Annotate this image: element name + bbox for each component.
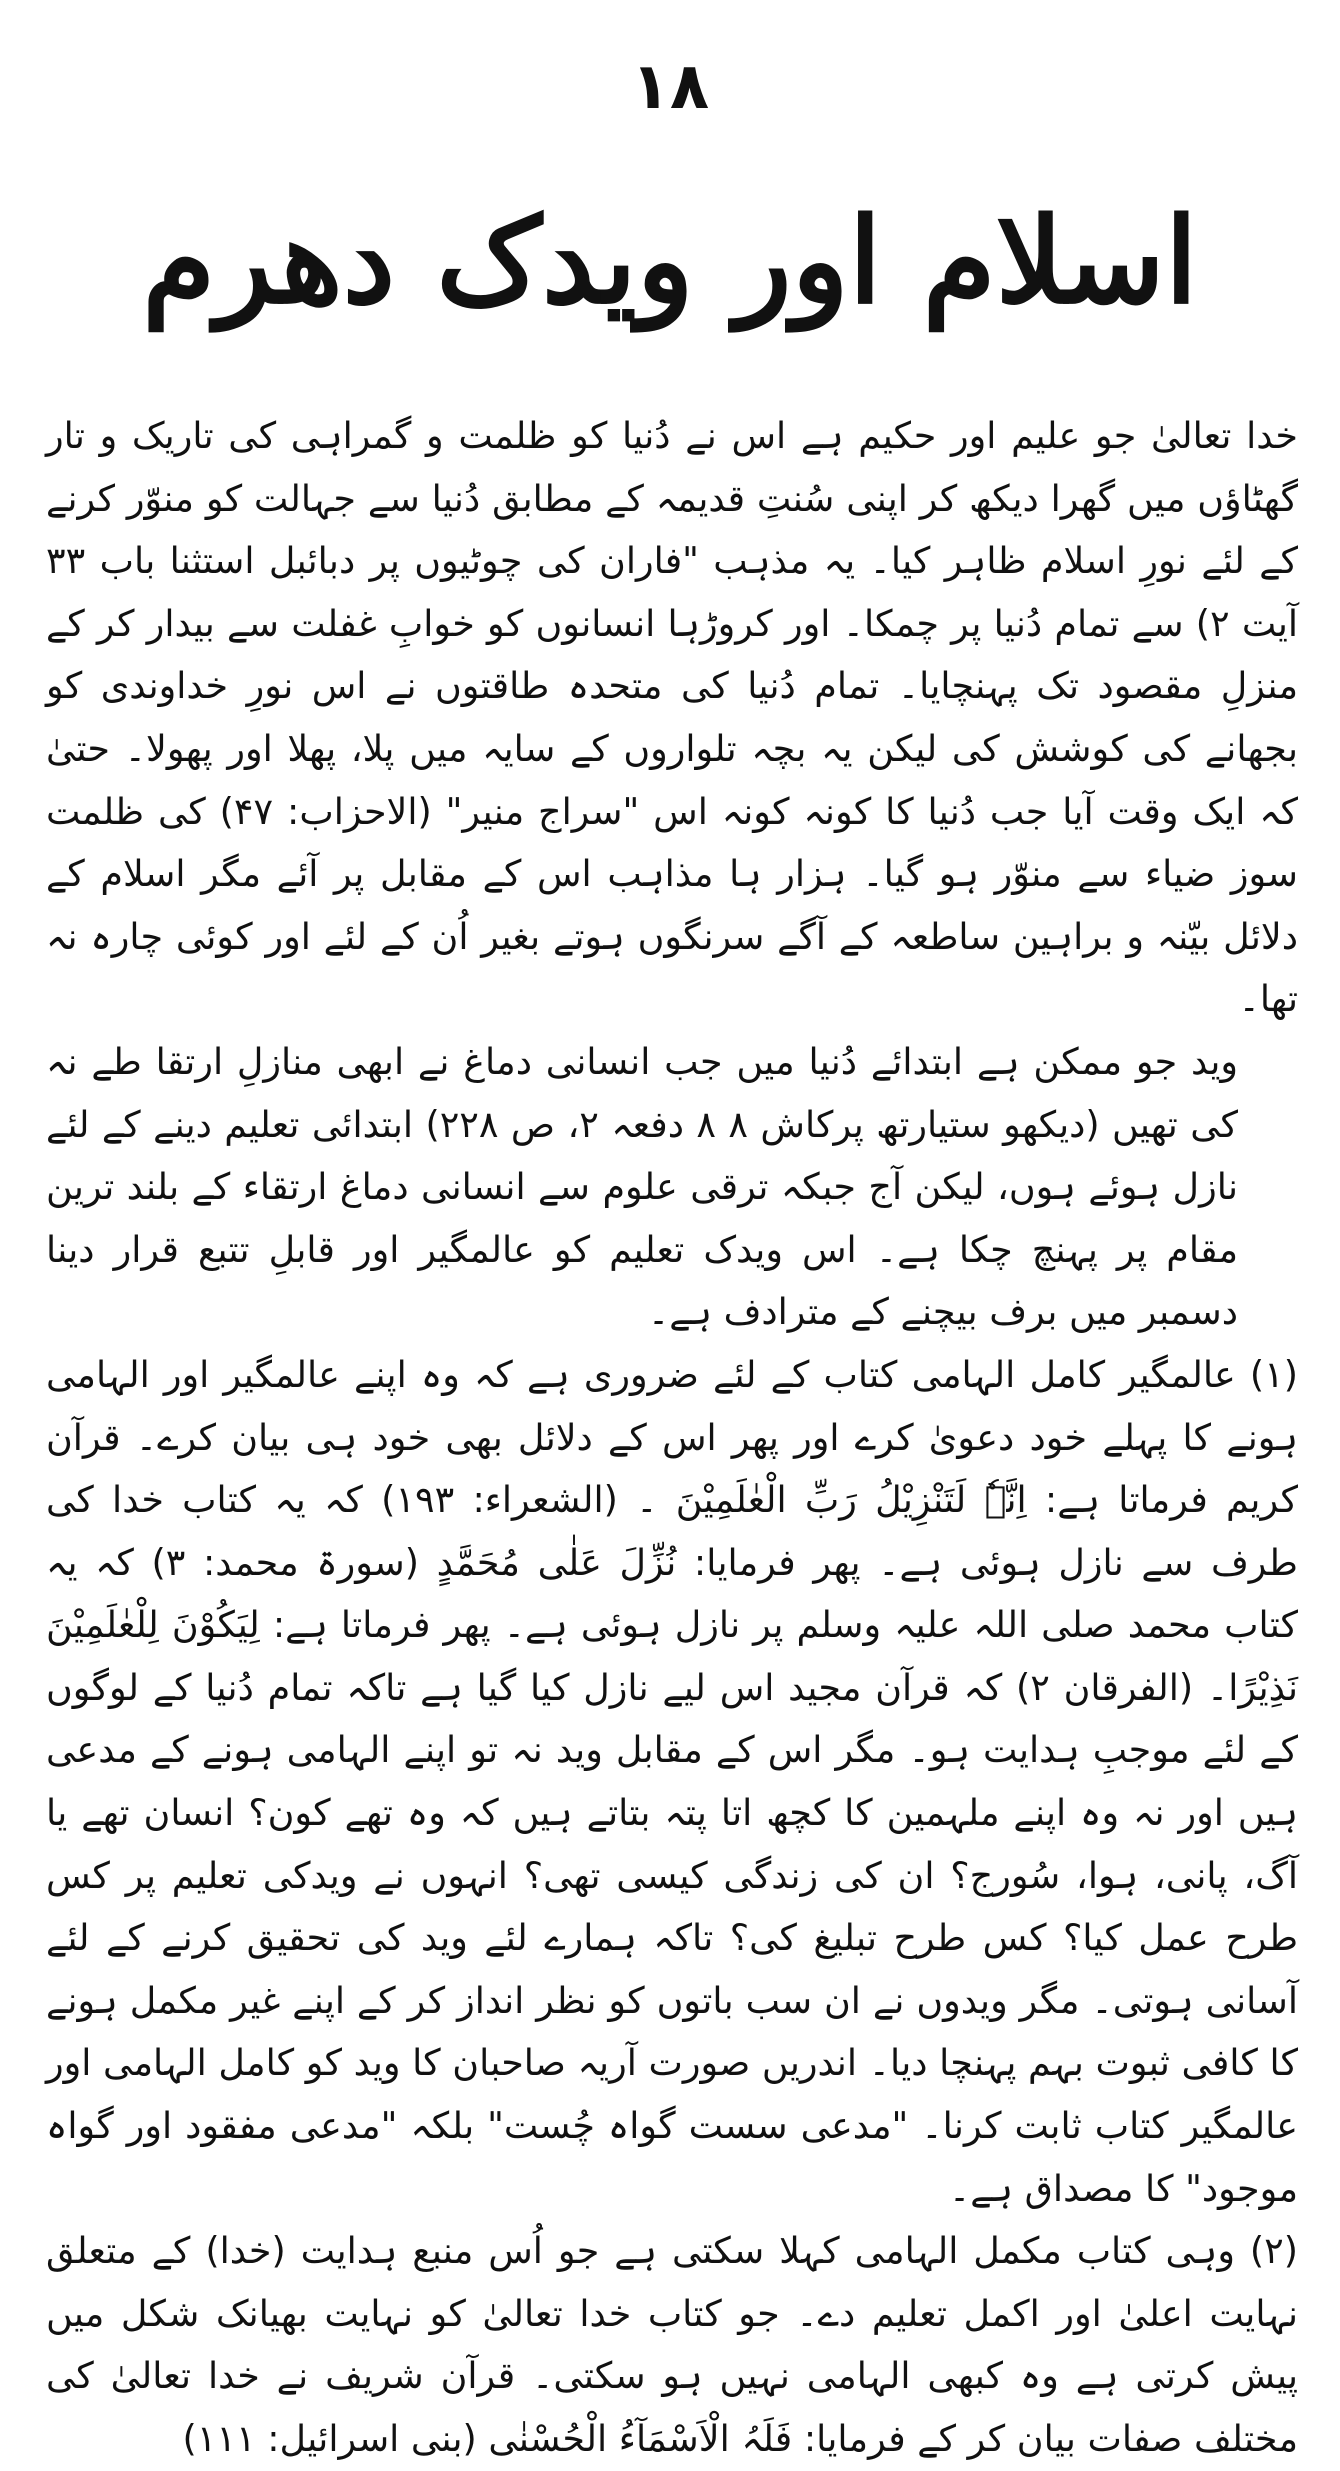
paragraph-point-1: (۱) عالمگیر کامل الہامی کتاب کے لئے ضروری ہے کہ وہ اپنے عالمگیر اور الہامی ہونے کا پہلے خود دعویٰ کرے اور پھر اس کے دلائل بھی خود ہی بیان کرے۔ قرآن کریم فرماتا ہے: اِنَّہٗ لَتَنْزِیْلُ رَبِّ الْعٰلَمِیْنَ ۔ (الشعراء: ۱۹۳) کہ یہ کتاب خدا کی طرف سے نازل ہوئی ہے۔ پھر فرمایا: نُزِّلَ عَلٰی مُحَمَّدٍ (سورۃ محمد: ۳) کہ یہ کتاب محمد صلی اللہ علیہ وسلم پر نازل ہوئی ہے۔ پھر فرماتا ہے: لِیَکُوْنَ لِلْعٰلَمِیْنَ نَذِیْرًا۔ (الفرقان ۲) کہ قرآن مجید اس لیے نازل کیا گیا ہے تاکہ تمام دُنیا کے لوگوں کے لئے موجبِ ہدایت ہو۔ مگر اس کے مقابل وید نہ تو اپنے الہامی ہونے کے مدعی ہیں اور نہ وہ اپنے ملہمین کا کچھ اتا پتہ بتاتے ہیں کہ وہ تھے کون؟ انسان تھے یا آگ، پانی، ہوا، سُورج؟ ان کی زندگی کیسی تھی؟ انہوں نے ویدکی تعلیم پر کس طرح عمل کیا؟ کس طرح تبلیغ کی؟ تاکہ ہمارے لئے وید کی تحقیق کرنے کے لئے آسانی ہوتی۔ مگر ویدوں نے ان سب باتوں کو نظر انداز کر کے اپنے غیر مکمل ہونے کا کافی ثبوت بہم پہنچا دیا۔ اندریں صورت آریہ صاحبان کا وید کو کامل الہامی اور عالمگیر کتاب ثابت کرنا۔ "مدعی سست گواہ چُست" بلکہ "مدعی مفقود اور گواہ موجود" کا مصداق ہے۔ [46,1352,1299,2210]
paragraph-intro: خدا تعالیٰ جو علیم اور حکیم ہے اس نے دُنیا کو ظلمت و گمراہی کی تاریک و تار گھٹاؤں میں گھرا دیکھ کر اپنی سُنتِ قدیمہ کے مطابق دُنیا سے جہالت کو منوّر کرنے کے لئے نورِ اسلام ظاہر کیا۔ یہ مذہب "فاران کی چوٹیوں پر دبائبل استثنا باب ۳۳ آیت ۲) سے تمام دُنیا پر چمکا۔ اور کروڑہا انسانوں کو خوابِ غفلت سے بیدار کر کے منزلِ مقصود تک پہنچایا۔ تمام دُنیا کی متحدہ طاقتوں نے اس نورِ خداوندی کو بجھانے کی کوشش کی لیکن یہ بچہ تلواروں کے سایہ میں پلا، پھلا اور پھولا۔ حتیٰ کہ ایک وقت آیا جب دُنیا کا کونہ کونہ اس "سراج منیر" (الاحزاب: ۴۷) کی ظلمت سوز ضیاء سے منوّر ہو گیا۔ ہزار ہا مذاہب اس کے مقابل پر آئے مگر اسلام کے دلائل بیّنہ و براہین ساطعہ کے آگے سرنگوں ہوتے بغیر اُن کے لئے اور کوئی چارہ نہ تھا۔ [46,414,1298,1021]
chapter-title: اسلام اور ویدک دھرم [142,191,1198,330]
page-number: ١٨ [630,50,710,124]
paragraph-vedas: وید جو ممکن ہے ابتدائے دُنیا میں جب انسانی دماغ نے ابھی منازلِ ارتقا طے نہ کی تھیں (دیکھو ستیارتھ پرکاش ۸ ۸ دفعہ ۲، ص ۲۲۸) ابتدائی تعلیم دینے کے لئے نازل ہوئے ہوں، لیکن آج جبکہ ترقی علوم سے انسانی دماغ ارتقاء کے بلند ترین مقام پر پہنچ چکا ہے۔ اس ویدک تعلیم کو عالمگیر اور قابلِ تتبع قرار دینا دسمبر میں برف بیچنے کے مترادف ہے۔ [46,1039,1238,1334]
body-text [46,405,1298,2471]
paragraph-point-2: (۲) وہی کتاب مکمل الہامی کہلا سکتی ہے جو اُس منبع ہدایت (خدا) کے متعلق نہایت اعلیٰ اور اکمل تعلیم دے۔ جو کتاب خدا تعالیٰ کو نہایت بھیانک شکل میں پیش کرتی ہے وہ کبھی الہامی نہیں ہو سکتی۔ قرآن شریف نے خدا تعالیٰ کی مختلف صفات بیان کر کے فرمایا: فَلَہُ الْاَسْمَآءُ الْحُسْنٰی (بنی اسرائیل: ۱۱۱) [46,2229,1298,2460]
